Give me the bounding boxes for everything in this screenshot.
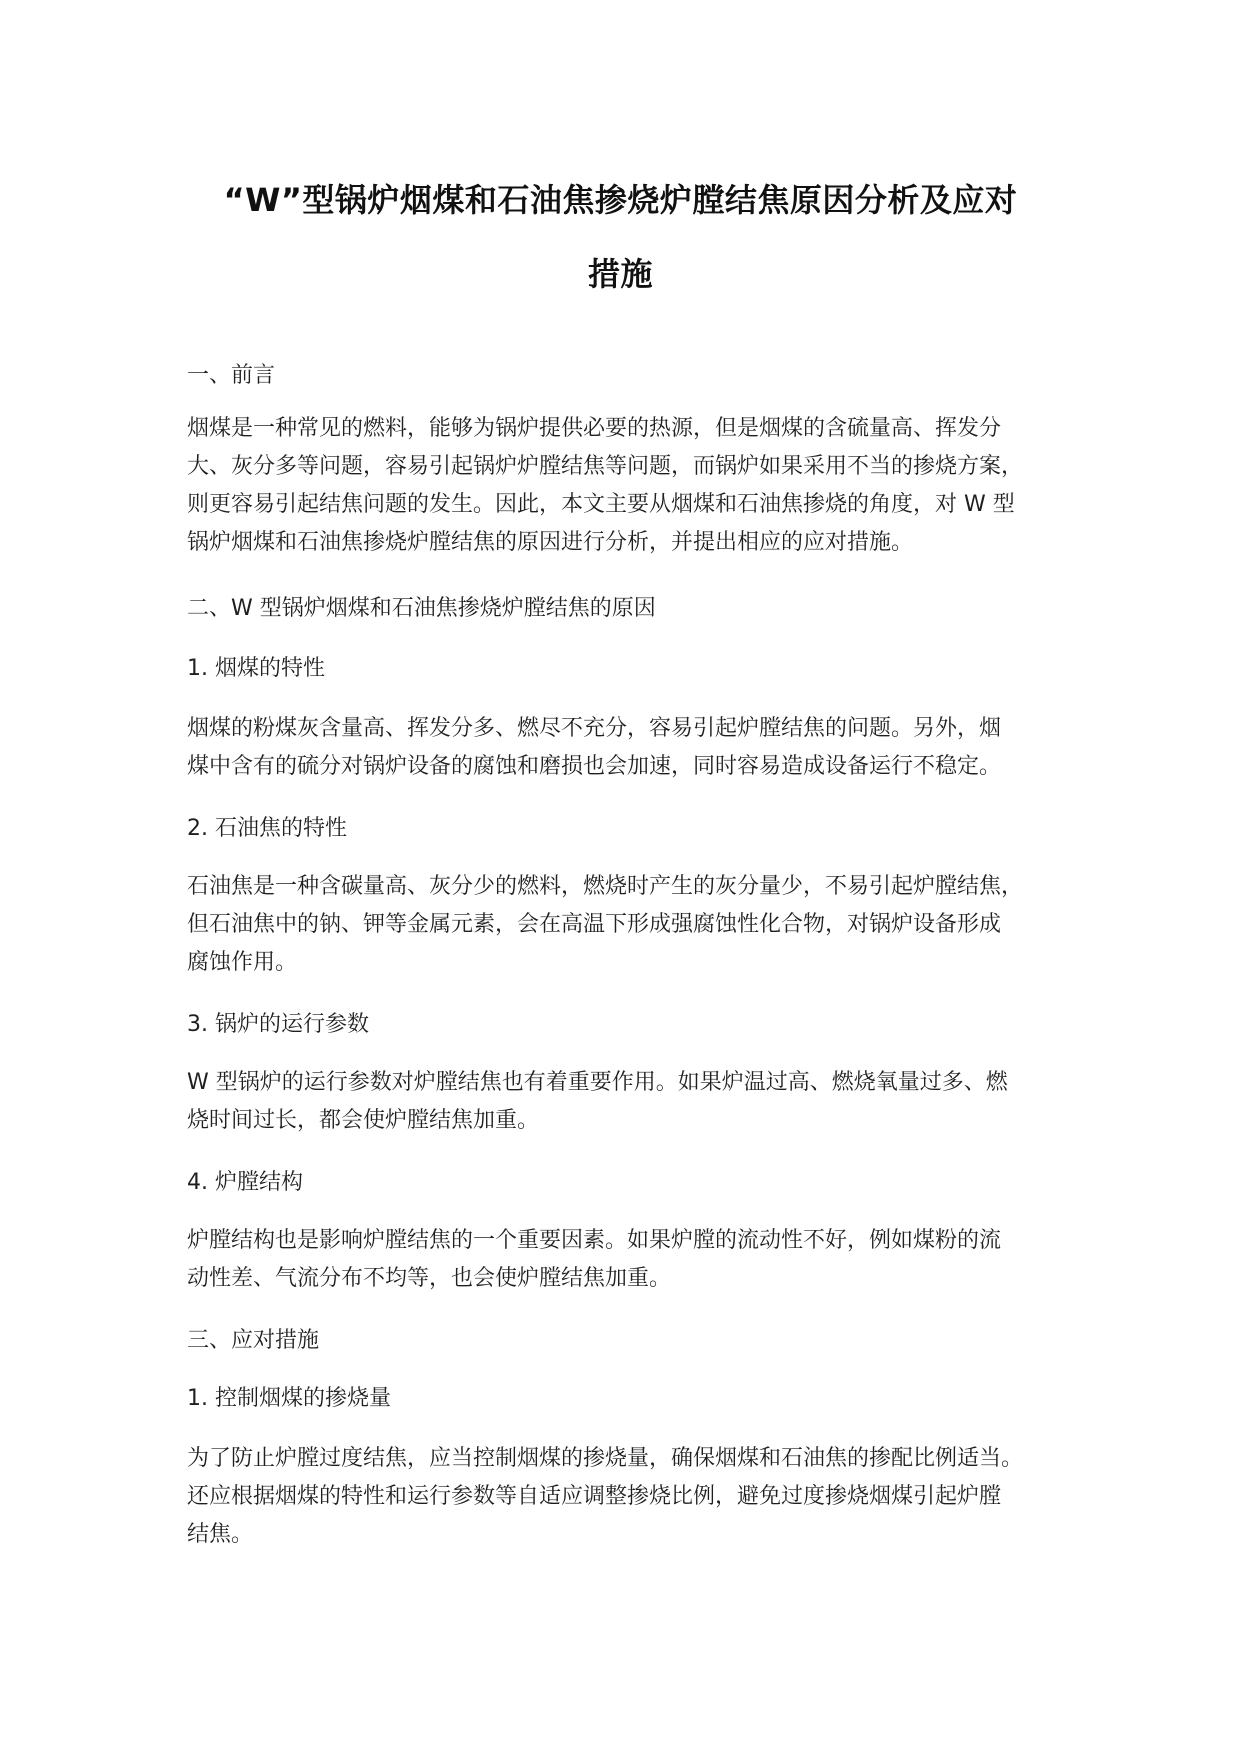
subheading-petroleum-coke: [187, 810, 1087, 848]
text-line: 三、应对措施: [187, 1328, 320, 1353]
text-line: 烟煤的粉煤灰含量高、挥发分多、燃尽不充分，容易引起炉膛结焦的问题。另外，烟: [187, 716, 1002, 741]
text-line: 3. 锅炉的运行参数: [187, 1012, 369, 1037]
paragraph-petroleum-coke: [187, 868, 1087, 982]
subheading-bituminous-coal: [187, 650, 1087, 688]
text-line: 烧时间过长，都会使炉膛结焦加重。: [187, 1108, 540, 1133]
subheading-control-coal-ratio: [187, 1380, 1087, 1418]
text-line: 1. 烟煤的特性: [187, 656, 325, 681]
text-line: 动性差、气流分布不均等，也会使炉膛结焦加重。: [187, 1266, 672, 1291]
text-line: 1. 控制烟煤的掺烧量: [187, 1386, 391, 1411]
document-title-line1: “W”型锅炉烟煤和石油焦掺烧炉膛结焦原因分析及应对: [223, 181, 1018, 219]
text-line: 二、W 型锅炉烟煤和石油焦掺烧炉膛结焦的原因: [187, 596, 656, 621]
text-line: 烟煤是一种常见的燃料，能够为锅炉提供必要的热源，但是烟煤的含硫量高、挥发分: [187, 416, 1002, 441]
text-line: 炉膛结构也是影响炉膛结焦的一个重要因素。如果炉膛的流动性不好，例如煤粉的流: [187, 1228, 1002, 1253]
text-line: 则更容易引起结焦问题的发生。因此，本文主要从烟煤和石油焦掺烧的角度，对 W 型: [187, 492, 1015, 517]
text-line: 结焦。: [187, 1522, 254, 1547]
text-line: 腐蚀作用。: [187, 950, 298, 975]
paragraph-control-coal-ratio: [187, 1440, 1087, 1554]
document-title-line2: 措施: [587, 255, 653, 293]
section-heading-intro: [187, 357, 1087, 395]
paragraph-bituminous-coal: [187, 710, 1087, 786]
paragraph-operating-parameters: [187, 1064, 1087, 1140]
text-line: 2. 石油焦的特性: [187, 816, 347, 841]
text-line: 为了防止炉膛过度结焦，应当控制烟煤的掺烧量，确保烟煤和石油焦的掺配比例适当。: [187, 1446, 1024, 1471]
text-line: 大、灰分多等问题，容易引起锅炉炉膛结焦等问题，而锅炉如果采用不当的掺烧方案，: [187, 454, 1024, 479]
text-line: 但石油焦中的钠、钾等金属元素，会在高温下形成强腐蚀性化合物，对锅炉设备形成: [187, 912, 1002, 937]
subheading-operating-parameters: [187, 1006, 1087, 1044]
text-line: 石油焦是一种含碳量高、灰分少的燃料，燃烧时产生的灰分量少，不易引起炉膛结焦，: [187, 874, 1024, 899]
section-heading-causes: [187, 590, 1087, 628]
text-line: 一、前言: [187, 363, 276, 388]
text-line: 4. 炉膛结构: [187, 1170, 303, 1195]
paragraph-furnace-structure: [187, 1222, 1087, 1298]
text-line: 还应根据烟煤的特性和运行参数等自适应调整掺烧比例，避免过度掺烧烟煤引起炉膛: [187, 1484, 1002, 1509]
section-heading-measures: [187, 1322, 1087, 1360]
text-line: 煤中含有的硫分对锅炉设备的腐蚀和磨损也会加速，同时容易造成设备运行不稳定。: [187, 754, 1002, 779]
paragraph-intro: [187, 410, 1087, 562]
text-line: 锅炉烟煤和石油焦掺烧炉膛结焦的原因进行分析，并提出相应的应对措施。: [187, 530, 914, 555]
text-line: W 型锅炉的运行参数对炉膛结焦也有着重要作用。如果炉温过高、燃烧氧量过多、燃: [187, 1070, 1008, 1095]
subheading-furnace-structure: [187, 1164, 1087, 1202]
